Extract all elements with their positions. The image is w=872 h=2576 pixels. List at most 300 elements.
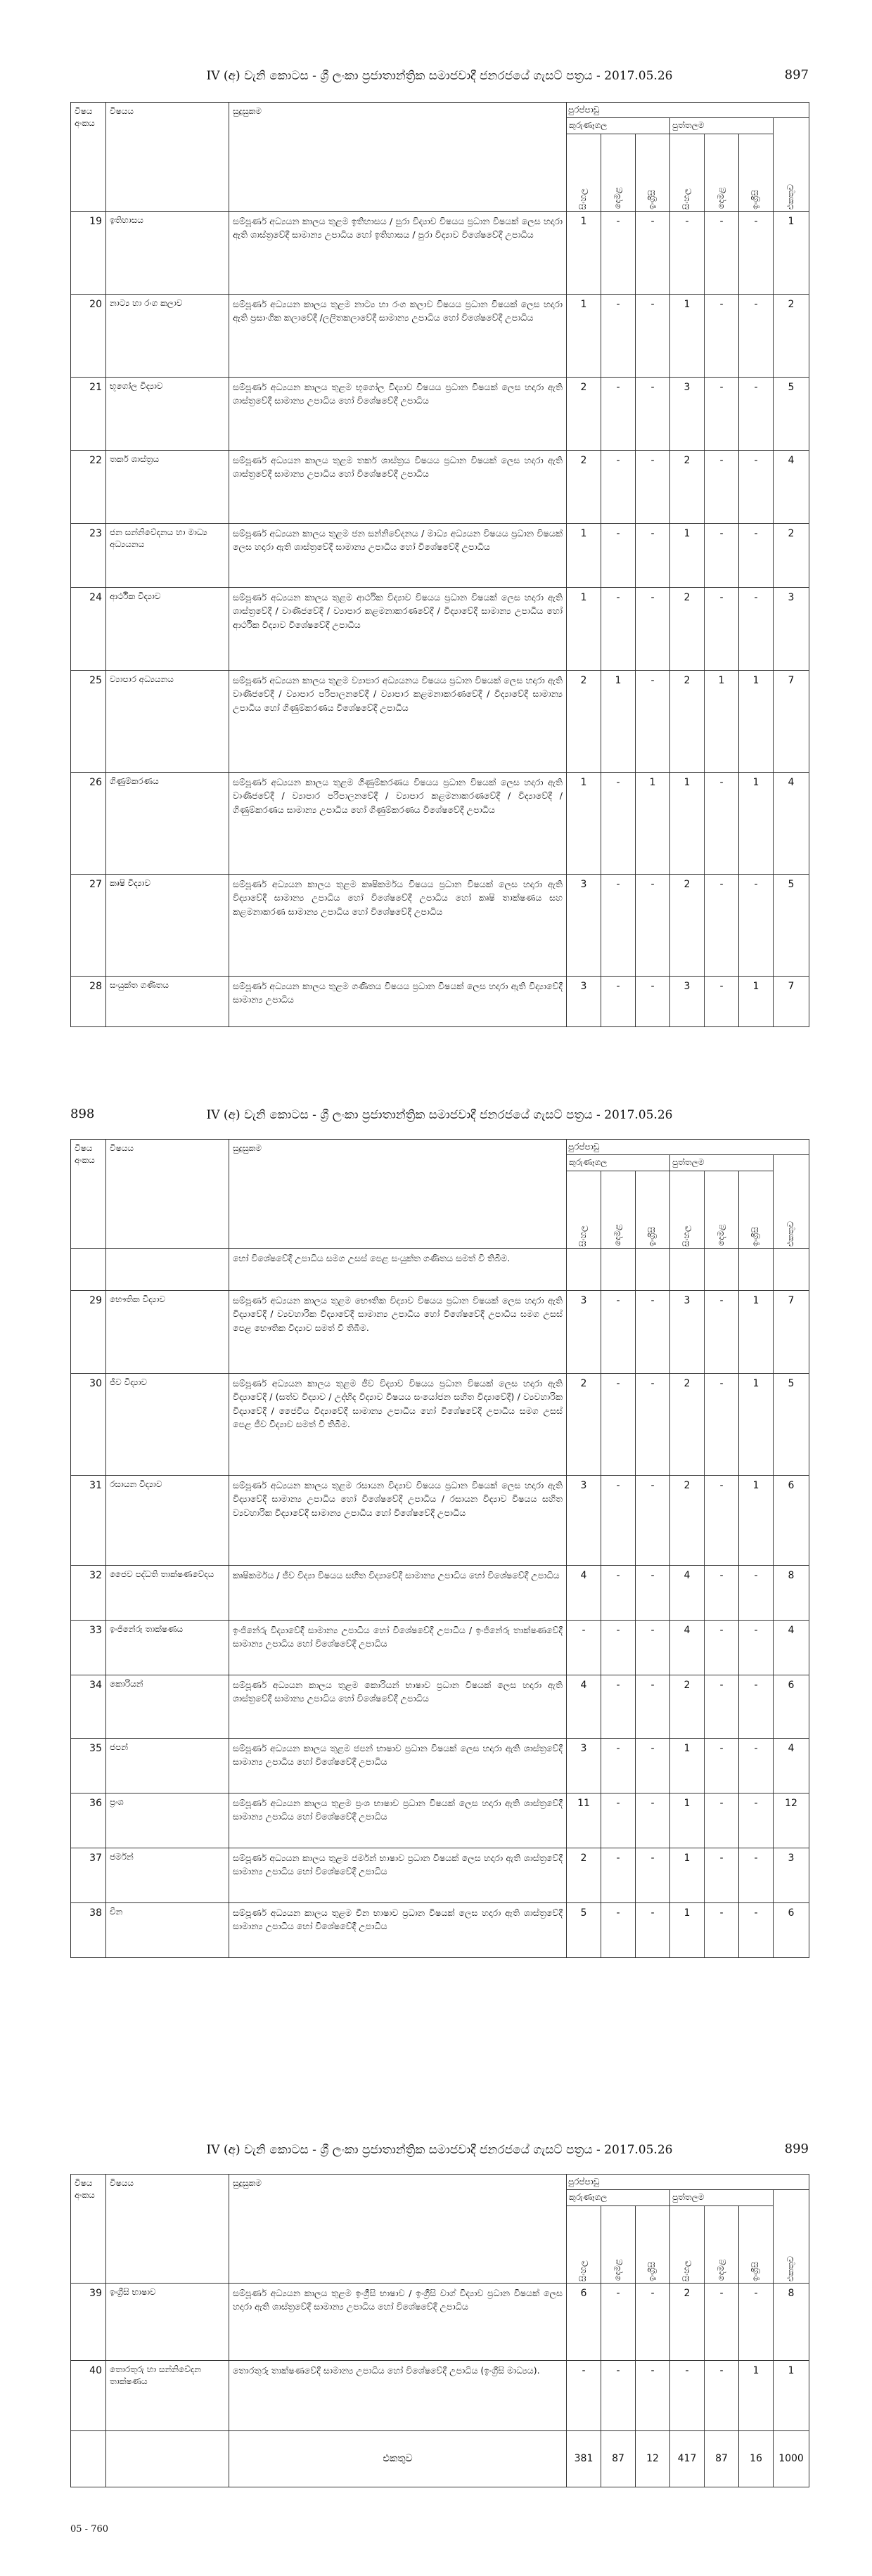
count-kur-sinhala: 5 [567,1902,601,1957]
count-kur-tamil: - [601,1475,636,1565]
page-number: 897 [784,67,809,82]
count-kur-english: - [636,976,670,1026]
count-total: 7 [774,670,809,772]
qualification-cell: සම්පූර්ණ අධ්‍යයන කාලය තුළම නාට්‍ය හා රංග කලාව විෂයය ප්‍රධාන විෂයක් ලෙස හදාරා ඇති ප්‍රසාංගික කලාවේදී /ලලිතකලාවේදී සාමාන්‍ය උපාධිය හෝ විශේෂවේදී උපාධිය [229,294,567,377]
subject-no-cell: 26 [71,772,106,874]
count-kur-tamil [601,1248,636,1290]
col-total: එකතුව [774,2190,809,2283]
qualification-cell: හෝ විශේෂවේදී උපාධිය සමග උසස් පෙළ සංයුක්ත ගණිතය සමත් වී තිබීම. [229,1248,567,1290]
count-kur-tamil: - [601,1290,636,1373]
total-kur-tamil: 87 [601,2430,636,2487]
count-put-sinhala: 3 [670,377,705,450]
count-kur-tamil: - [601,1373,636,1475]
count-kur-tamil: - [601,211,636,294]
subject-no-cell: 28 [71,976,106,1026]
subject-no-cell: 30 [71,1373,106,1475]
count-put-english: - [739,1675,774,1738]
count-kur-sinhala: 1 [567,523,601,587]
total-row [71,2430,809,2487]
total-label: එකතුව [229,2430,567,2487]
col-kur-english: ඉංග්‍රීසි [636,1171,670,1248]
col-qualification: සුදුසුකම [229,1140,567,1249]
subject-no-cell: 36 [71,1793,106,1848]
count-put-english: 1 [739,1475,774,1565]
subject-cell: භෞතික විද්‍යාව [106,1290,229,1373]
subject-cell: නාට්‍ය හා රංග කලාව [106,294,229,377]
subject-cell [106,1248,229,1290]
count-put-english: - [739,1738,774,1793]
count-total: 4 [774,772,809,874]
subject-no-cell: 19 [71,211,106,294]
count-put-english: - [739,1620,774,1675]
subject-no-cell: 21 [71,377,106,450]
count-kur-tamil: - [601,772,636,874]
count-put-tamil: - [705,1290,739,1373]
col-put-tamil: දෙමළ [705,2205,739,2283]
subject-cell: භූගෝල විද්‍යාව [106,377,229,450]
page-header [70,1102,809,1131]
count-kur-english: - [636,1848,670,1902]
table-row [71,1248,809,1290]
count-put-tamil: 1 [705,670,739,772]
count-kur-sinhala: 3 [567,1290,601,1373]
table-row [71,294,809,377]
col-put-english: ඉංග්‍රීසි [739,2205,774,2283]
count-kur-sinhala: 6 [567,2283,601,2360]
table-row [71,670,809,772]
subject-cell: ඉංජිනේරු තාක්ෂණය [106,1620,229,1675]
col-total: එකතුව [774,118,809,211]
col-put-english: ඉංග්‍රීසි [739,1171,774,1248]
count-total: 1 [774,2360,809,2430]
col-kur-tamil: දෙමළ [601,2205,636,2283]
col-kur-english: ඉංග්‍රීසි [636,134,670,211]
qualification-cell: සම්පූර්ණ අධ්‍යයන කාලය තුළම ඉංග්‍රීසි භාෂාව / ඉංග්‍රීසි වාග් විද්‍යාව ප්‍රධාන විෂයක් ලෙස හදාරා ඇති ශාස්ත්‍රවේදී සාමාන්‍ය උපාධිය හෝ විශේෂවේදී උපාධිය [229,2283,567,2360]
table-row [71,1848,809,1902]
count-put-tamil: - [705,1565,739,1620]
count-put-tamil: - [705,976,739,1026]
table-row [71,377,809,450]
qualification-cell: සම්පූර්ණ අධ්‍යයන කාලය තුළම භෞතික විද්‍යාව විෂයය ප්‍රධාන විෂයක් ලෙස හදාරා ඇති විද්‍යාවේදී / ව්‍යවහාරික විද්‍යාවේදී සාමාන්‍ය උපාධිය හෝ විශේෂවේදී උපාධිය සමග උසස් පෙළ භෞතික විද්‍යාව සමත් වී තිබීම. [229,1290,567,1373]
col-kur-tamil: දෙමළ [601,1171,636,1248]
count-kur-sinhala: 2 [567,1848,601,1902]
count-kur-sinhala: 1 [567,294,601,377]
table-row [71,450,809,523]
count-total: 2 [774,523,809,587]
count-kur-tamil: - [601,450,636,523]
group-kurunegala: කුරුණෑගල [567,2190,670,2205]
col-qualification: සුදුසුකම [229,103,567,212]
count-kur-english: - [636,1675,670,1738]
count-kur-tamil: - [601,1848,636,1902]
subject-cell: ජර්මන් [106,1848,229,1902]
subject-cell: ජීව විද්‍යාව [106,1373,229,1475]
count-kur-sinhala: 2 [567,377,601,450]
count-put-english: - [739,294,774,377]
table-row [71,772,809,874]
total-put-sinhala: 417 [670,2430,705,2487]
count-put-english: - [739,377,774,450]
count-kur-english: - [636,377,670,450]
vacancy-table-p2 [70,1139,809,1958]
col-total: එකතුව [774,1155,809,1248]
count-put-english: 1 [739,1373,774,1475]
total-kur-sinhala: 381 [567,2430,601,2487]
table-row [71,1373,809,1475]
count-kur-english: - [636,1565,670,1620]
col-subject: විෂයය [106,103,229,212]
page-number: 899 [784,2142,809,2156]
col-kur-sinhala: සිංහල [567,1171,601,1248]
subject-cell: ඉංග්‍රීසි භාෂාව [106,2283,229,2360]
subject-no-cell: 39 [71,2283,106,2360]
count-put-tamil: - [705,1475,739,1565]
count-kur-english: - [636,1475,670,1565]
count-total: 12 [774,1793,809,1848]
count-total: 5 [774,377,809,450]
table-row [71,1620,809,1675]
vacancy-table-p3 [70,2174,809,2487]
col-subject-no: විෂය අංකය [71,103,106,212]
count-kur-tamil: - [601,1738,636,1793]
footer-code: 05 - 760 [70,2524,109,2535]
count-put-sinhala: 1 [670,523,705,587]
count-kur-sinhala: 11 [567,1793,601,1848]
subject-cell: චීන [106,1902,229,1957]
count-put-sinhala: 1 [670,1793,705,1848]
count-put-english: - [739,2283,774,2360]
count-put-english: - [739,211,774,294]
table-row [71,1738,809,1793]
count-kur-sinhala: 2 [567,1373,601,1475]
count-put-sinhala [670,1248,705,1290]
count-put-tamil: - [705,377,739,450]
count-put-tamil: - [705,1373,739,1475]
count-put-english [739,1248,774,1290]
total-grand: 1000 [774,2430,809,2487]
table-row [71,1902,809,1957]
count-put-tamil: - [705,1902,739,1957]
subject-no-cell: 22 [71,450,106,523]
count-kur-english: - [636,1373,670,1475]
subject-cell: ජෛව පද්ධති තාක්ෂණවේදය [106,1565,229,1620]
count-kur-sinhala: - [567,2360,601,2430]
count-total: 6 [774,1675,809,1738]
count-kur-sinhala: 4 [567,1675,601,1738]
count-kur-tamil: - [601,2360,636,2430]
col-subject-no: විෂය අංකය [71,1140,106,1249]
subject-cell: ප්‍රංශ [106,1793,229,1848]
count-put-english: - [739,587,774,670]
qualification-cell: සම්පූර්ණ අධ්‍යයන කාලය තුළම ජර්මන් භාෂාව ප්‍රධාන විෂයක් ලෙස හදාරා ඇති ශාස්ත්‍රවේදී සාමාන්‍ය උපාධිය හෝ විශේෂවේදී උපාධිය [229,1848,567,1902]
col-put-tamil: දෙමළ [705,1171,739,1248]
page-header [70,2137,809,2165]
count-put-english: - [739,1793,774,1848]
count-kur-english: - [636,211,670,294]
col-qualification: සුදුසුකම [229,2175,567,2284]
count-kur-english: - [636,294,670,377]
count-kur-sinhala: 4 [567,1565,601,1620]
count-put-tamil: - [705,587,739,670]
table-row [71,874,809,976]
col-kur-english: ඉංග්‍රීසි [636,2205,670,2283]
count-total: 8 [774,2283,809,2360]
count-put-sinhala: 1 [670,294,705,377]
count-kur-tamil: - [601,2283,636,2360]
qualification-cell: ඉංජිනේරු විද්‍යාවේදී සාමාන්‍ය උපාධිය හෝ විශේෂවේදී උපාධිය / ඉංජිනේරු තාක්ෂණවේදී සාමාන්‍ය උපාධිය හෝ විශේෂවේදී උපාධිය [229,1620,567,1675]
count-kur-english: - [636,874,670,976]
total-put-english: 16 [739,2430,774,2487]
qualification-cell: සම්පූර්ණ අධ්‍යයන කාලය තුළම චීන භාෂාව ප්‍රධාන විෂයක් ලෙස හදාරා ඇති ශාස්ත්‍රවේදී සාමාන්‍ය උපාධිය හෝ විශේෂවේදී උපාධිය [229,1902,567,1957]
count-kur-tamil: - [601,587,636,670]
subject-cell: ජන සන්නිවේදනය හා මාධ්‍ය අධ්‍යයනය [106,523,229,587]
count-total: 8 [774,1565,809,1620]
qualification-cell: සම්පූර්ණ අධ්‍යයන කාලය තුළම භූගෝල විද්‍යාව විෂයය ප්‍රධාන විෂයක් ලෙස හදාරා ඇති ශාස්ත්‍රවේදී සාමාන්‍ය උපාධිය හෝ විශේෂවේදී උපාධිය [229,377,567,450]
table-row [71,1290,809,1373]
count-put-sinhala: - [670,2360,705,2430]
count-kur-english: - [636,1793,670,1848]
count-kur-sinhala: 2 [567,670,601,772]
count-put-sinhala: 2 [670,2283,705,2360]
count-kur-tamil: - [601,1620,636,1675]
group-kurunegala: කුරුණෑගල [567,1155,670,1171]
table-row [71,1565,809,1620]
count-put-english: - [739,874,774,976]
qualification-cell: සම්පූර්ණ අධ්‍යයන කාලය තුළම කොරියන් භාෂාව ප්‍රධාන විෂයක් ලෙස හදාරා ඇති ශාස්ත්‍රවේදී සාමාන්‍ය උපාධිය හෝ විශේෂවේදී උපාධිය [229,1675,567,1738]
count-kur-sinhala: 2 [567,450,601,523]
count-put-sinhala: 4 [670,1565,705,1620]
subject-no-cell: 29 [71,1290,106,1373]
subject-no-cell [71,1248,106,1290]
col-kur-tamil: දෙමළ [601,134,636,211]
subject-no-cell: 31 [71,1475,106,1565]
col-subject-no: විෂය අංකය [71,2175,106,2284]
count-put-sinhala: 2 [670,1675,705,1738]
subject-no-cell: 23 [71,523,106,587]
group-kurunegala: කුරුණෑගල [567,118,670,134]
count-put-sinhala: 4 [670,1620,705,1675]
count-put-sinhala: 2 [670,874,705,976]
count-total: 6 [774,1475,809,1565]
count-put-tamil: - [705,523,739,587]
count-put-english: - [739,1902,774,1957]
table-row [71,1475,809,1565]
count-kur-tamil: - [601,294,636,377]
qualification-cell: සම්පූර්ණ අධ්‍යයන කාලය තුළම කෘෂිකර්මය විෂයය ප්‍රධාන විෂයක් ලෙස හදාරා ඇති විද්‍යාවේදී සාමාන්‍ය උපාධිය හෝ විශේෂවේදී උපාධිය හෝ කෘෂි තාක්ෂණය සහ කළමනාකරණ සාමාන්‍ය උපාධිය හෝ විශේෂවේදී උපාධිය [229,874,567,976]
count-put-tamil: - [705,1738,739,1793]
count-put-english: 1 [739,670,774,772]
col-vacancies: පුරප්පාඩු [567,1140,809,1155]
subject-cell: ජපන් [106,1738,229,1793]
col-vacancies: පුරප්පාඩු [567,2175,809,2190]
count-kur-sinhala: 3 [567,1475,601,1565]
count-kur-english: - [636,1290,670,1373]
count-put-tamil: - [705,1620,739,1675]
group-puttalam: පුත්තලම [670,2190,774,2205]
count-put-english: 1 [739,976,774,1026]
count-total: 4 [774,1738,809,1793]
table-row [71,2283,809,2360]
count-put-english: - [739,523,774,587]
count-total: 4 [774,450,809,523]
subject-no-cell: 34 [71,1675,106,1738]
qualification-cell: සම්පූර්ණ අධ්‍යයන කාලය තුළම රසායන විද්‍යාව විෂයය ප්‍රධාන විෂයක් ලෙස හදාරා ඇති විද්‍යාවේදී සාමාන්‍ය උපාධිය හෝ විශේෂවේදී උපාධිය / රසායන විද්‍යාව විෂයය සහිත ව්‍යවහාරික විද්‍යාවේදී සාමාන්‍ය උපාධිය හෝ විශේෂවේදී උපාධිය [229,1475,567,1565]
col-put-tamil: දෙමළ [705,134,739,211]
count-kur-tamil: - [601,377,636,450]
total-kur-english: 12 [636,2430,670,2487]
count-put-sinhala: 1 [670,772,705,874]
table-row [71,1675,809,1738]
table-row [71,211,809,294]
qualification-cell: කෘෂිකර්මය / ජීව විද්‍යා විෂයය සහිත විද්‍යාවේදී සාමාන්‍ය උපාධිය හෝ විශේෂවේදී උපාධිය [229,1565,567,1620]
vacancy-table-p1 [70,102,809,1027]
count-put-sinhala: 1 [670,1902,705,1957]
subject-no-cell: 24 [71,587,106,670]
count-put-sinhala: 2 [670,587,705,670]
count-kur-tamil: - [601,976,636,1026]
count-total: 5 [774,874,809,976]
count-put-english: 1 [739,772,774,874]
qualification-cell: සම්පූර්ණ අධ්‍යයන කාලය තුළම ප්‍රංශ භාෂාව ප්‍රධාන විෂයක් ලෙස හදාරා ඇති ශාස්ත්‍රවේදී සාමාන්‍ය උපාධිය හෝ විශේෂවේදී උපාධිය [229,1793,567,1848]
qualification-cell: සම්පූර්ණ අධ්‍යයන කාලය තුළම ගණිතය විෂයය ප්‍රධාන විෂයක් ලෙස හදාරා ඇති විද්‍යාවේදී සාමාන්‍ය උපාධිය [229,976,567,1026]
table-row [71,1793,809,1848]
qualification-cell: සම්පූර්ණ අධ්‍යයන කාලය තුළම ඉතිහාසය / පුරා විද්‍යාව විෂයය ප්‍රධාන විෂයක් ලෙස හදාරා ඇති ශාස්ත්‍රවේදී සාමාන්‍ය උපාධිය හෝ ඉතිහාසය / පුරා විද්‍යාව විශේෂවේදී උපාධිය [229,211,567,294]
count-total [774,1248,809,1290]
col-kur-sinhala: සිංහල [567,2205,601,2283]
count-kur-sinhala [567,1248,601,1290]
page-number: 898 [70,1107,95,1121]
count-kur-sinhala: 1 [567,211,601,294]
table-row [71,976,809,1026]
count-total: 3 [774,587,809,670]
subject-no-cell: 40 [71,2360,106,2430]
qualification-cell: සම්පූර්ණ අධ්‍යයන කාලය තුළම ජන සන්නිවේදනය / මාධ්‍ය අධ්‍යයන විෂයය ප්‍රධාන විෂයක් ලෙස හදාරා ඇති ශාස්ත්‍රවේදී සාමාන්‍ය උපාධිය හෝ විශේෂවේදී උපාධිය [229,523,567,587]
col-put-sinhala: සිංහල [670,2205,705,2283]
count-kur-english: - [636,670,670,772]
count-put-tamil: - [705,772,739,874]
count-put-sinhala: 1 [670,1848,705,1902]
total-put-tamil: 87 [705,2430,739,2487]
count-kur-english [636,1248,670,1290]
count-put-english: - [739,1565,774,1620]
subject-cell: කෘෂි විද්‍යාව [106,874,229,976]
count-put-tamil: - [705,294,739,377]
subject-no-cell: 20 [71,294,106,377]
subject-cell: තර්ක ශාස්ත්‍රය [106,450,229,523]
qualification-cell: සම්පූර්ණ අධ්‍යයන කාලය තුළම තර්ක ශාස්ත්‍රය විෂයය ප්‍රධාන විෂයක් ලෙස හදාරා ඇති ශාස්ත්‍රවේදී සාමාන්‍ය උපාධිය හෝ විශේෂවේදී උපාධිය [229,450,567,523]
count-kur-english: - [636,2360,670,2430]
count-put-english: 1 [739,1290,774,1373]
qualification-cell: සම්පූර්ණ අධ්‍යයන කාලය තුළම ආර්ථික විද්‍යාව විෂයය ප්‍රධාන විෂයක් ලෙස හදාරා ඇති ශාස්ත්‍රවේදී / වාණිජවේදී / ව්‍යාපාර කළමනාකරණවේදී / විද්‍යාවේදී සාමාන්‍ය උපාධිය හෝ ආර්ථික විද්‍යාව විශේෂවේදී උපාධිය [229,587,567,670]
subject-cell: රසායන විද්‍යාව [106,1475,229,1565]
count-total: 7 [774,1290,809,1373]
count-kur-sinhala: 1 [567,772,601,874]
count-kur-english: - [636,1738,670,1793]
count-kur-tamil: - [601,1793,636,1848]
subject-cell: ආර්ථික විද්‍යාව [106,587,229,670]
count-kur-english: - [636,2283,670,2360]
count-kur-english: - [636,523,670,587]
count-put-tamil: - [705,450,739,523]
count-put-sinhala: 2 [670,1373,705,1475]
subject-cell: ව්‍යාපාර අධ්‍යයනය [106,670,229,772]
subject-cell: තොරතුරු හා සන්නිවේදන තාක්ෂණය [106,2360,229,2430]
count-put-sinhala: 2 [670,450,705,523]
count-put-sinhala: 3 [670,1290,705,1373]
count-kur-sinhala: 1 [567,587,601,670]
subject-cell: කොරියන් [106,1675,229,1738]
col-kur-sinhala: සිංහල [567,134,601,211]
count-put-english: 1 [739,2360,774,2430]
count-total: 7 [774,976,809,1026]
count-kur-english: 1 [636,772,670,874]
subject-cell: ගිණුම්කරණය [106,772,229,874]
subject-no-cell: 27 [71,874,106,976]
subject-no-cell: 33 [71,1620,106,1675]
count-kur-sinhala: 3 [567,976,601,1026]
count-put-english: - [739,1848,774,1902]
count-kur-tamil: 1 [601,670,636,772]
col-subject: විෂයය [106,2175,229,2284]
count-put-tamil [705,1248,739,1290]
count-kur-tamil: - [601,874,636,976]
count-put-tamil: - [705,2283,739,2360]
qualification-cell: සම්පූර්ණ අධ්‍යයන කාලය තුළම ජීව විද්‍යාව විෂයය ප්‍රධාන විෂයක් ලෙස හදාරා ඇති විද්‍යාවේදී / (සත්ව විද්‍යාව / උද්භිද විද්‍යාව විෂයය සංයෝජන සහිත විද්‍යාවේදී) / ව්‍යවහාරික විද්‍යාවේදී / ජෛවීය විද්‍යාවේදී සාමාන්‍ය උපාධිය හෝ විශේෂවේදී උපාධිය සමග උසස් පෙළ ජීව විද්‍යාව සමත් වී තිබීම. [229,1373,567,1475]
total-no-cell [71,2430,106,2487]
subject-no-cell: 25 [71,670,106,772]
count-put-sinhala: 2 [670,670,705,772]
count-kur-sinhala: 3 [567,1738,601,1793]
table-row [71,2360,809,2430]
subject-cell: ඉතිහාසය [106,211,229,294]
count-put-tamil: - [705,2360,739,2430]
qualification-cell: තොරතුරු තාක්ෂණවේදී සාමාන්‍ය උපාධිය හෝ විශේෂවේදී උපාධිය (ඉංග්‍රීසි මාධ්‍යය). [229,2360,567,2430]
group-puttalam: පුත්තලම [670,118,774,134]
count-put-tamil: - [705,211,739,294]
group-puttalam: පුත්තලම [670,1155,774,1171]
header-title: IV (අ) වැනි කොටස - ශ්‍රී ලංකා ප්‍රජාතාන්ත්‍රික සමාජවාදී ජනරජයේ ගැසට් පත්‍රය - 2017.05.26 [206,69,673,83]
count-kur-english: - [636,1620,670,1675]
qualification-cell: සම්පූර්ණ අධ්‍යයන කාලය තුළම ජපන් භාෂාව ප්‍රධාන විෂයක් ලෙස හදාරා ඇති ශාස්ත්‍රවේදී සාමාන්‍ය උපාධිය හෝ විශේෂවේදී උපාධිය [229,1738,567,1793]
count-kur-tamil: - [601,1902,636,1957]
count-kur-english: - [636,1902,670,1957]
table-row [71,523,809,587]
count-put-sinhala: 3 [670,976,705,1026]
count-put-sinhala: 1 [670,1738,705,1793]
subject-no-cell: 32 [71,1565,106,1620]
count-put-tamil: - [705,1848,739,1902]
count-total: 3 [774,1848,809,1902]
col-put-sinhala: සිංහල [670,134,705,211]
count-kur-tamil: - [601,1675,636,1738]
subject-cell: සංයුක්ත ගණිතය [106,976,229,1026]
count-total: 6 [774,1902,809,1957]
subject-no-cell: 38 [71,1902,106,1957]
count-put-sinhala: 2 [670,1475,705,1565]
col-vacancies: පුරප්පාඩු [567,103,809,118]
col-put-english: ඉංග්‍රීසි [739,134,774,211]
header-title: IV (අ) වැනි කොටස - ශ්‍රී ලංකා ප්‍රජාතාන්ත්‍රික සමාජවාදී ජනරජයේ ගැසට් පත්‍රය - 2017.05.26 [206,1108,673,1122]
qualification-cell: සම්පූර්ණ අධ්‍යයන කාලය තුළම ගිණුම්කරණය විෂයය ප්‍රධාන විෂයක් ලෙස හදාරා ඇති වාණිජවේදී / ව්‍යාපාර පරිපාලනවේදී / ව්‍යාපාර කළමනාකරණවේදී / විද්‍යාවේදී /ගිණුම්කරණය සාමාන්‍ය උපාධිය හෝ ගිණුම්කරණය විශේෂවේදී උපාධිය [229,772,567,874]
count-kur-tamil: - [601,1565,636,1620]
subject-no-cell: 35 [71,1738,106,1793]
page-header [70,63,809,91]
qualification-cell: සම්පූර්ණ අධ්‍යයන කාලය තුළම ව්‍යාපාර අධ්‍යයනය විෂයය ප්‍රධාන විෂයක් ලෙස හදාරා ඇති වාණිජවේදී / ව්‍යාපාර පරිපාලනවේදී / ව්‍යාපාර කළමනාකරණවේදී / විද්‍යාවේදී සාමාන්‍ය උපාධිය හෝ ගිණුම්කරණය විශේෂවේදී උපාධිය [229,670,567,772]
count-total: 4 [774,1620,809,1675]
count-total: 5 [774,1373,809,1475]
count-put-english: - [739,450,774,523]
count-kur-sinhala: - [567,1620,601,1675]
